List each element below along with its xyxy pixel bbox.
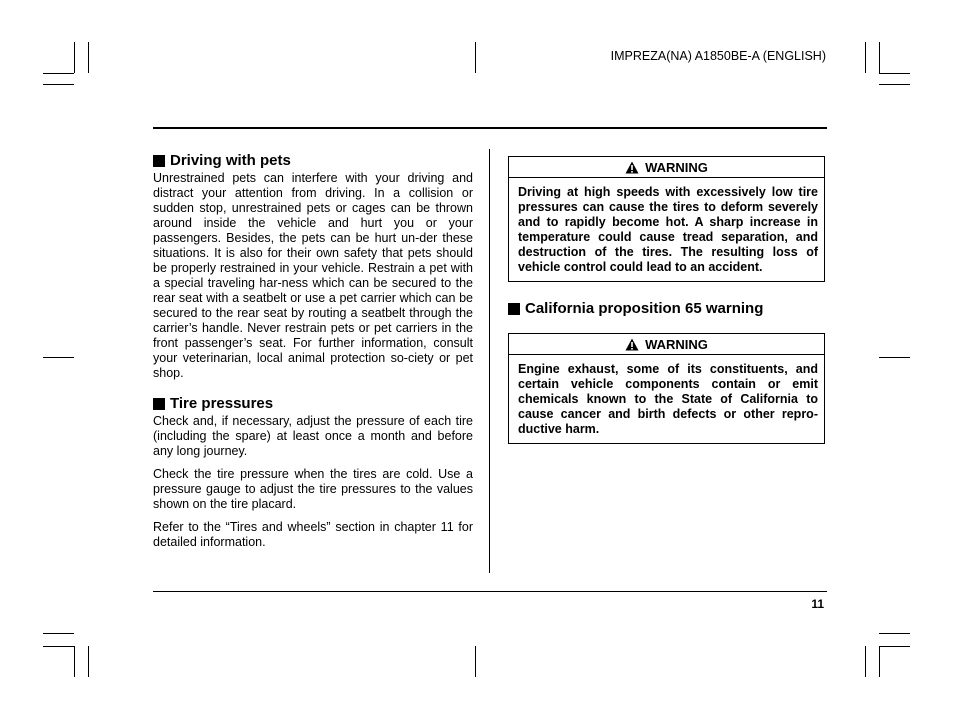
document-id: IMPREZA(NA) A1850BE-A (ENGLISH) <box>610 49 826 63</box>
section-heading-tires: Tire pressures <box>153 395 473 412</box>
warning-box-tire-pressure <box>508 156 825 282</box>
column-divider <box>489 149 490 573</box>
warning-text: Engine exhaust, some of its constituents, and certain vehicle components contain or emit chemicals known to the State of California to cause cancer and birth defects or other repro-ductive harm. <box>518 362 818 436</box>
left-column <box>153 152 473 550</box>
square-bullet-icon <box>153 155 165 167</box>
warning-text: Driving at high speeds with excessively low tire pressures can cause the tires to deform severely and to rapidly become hot. A sharp increase in temperature could cause tread separation, and destruction of the tires. The resulting loss of vehicle control could lead to an accident. <box>518 185 818 274</box>
page-number: 11 <box>811 597 824 611</box>
warning-triangle-icon <box>625 338 639 351</box>
tires-paragraph-2: Check the tire pressure when the tires are cold. Use a pressure gauge to adjust the tire pressures to the values shown on the tire placard. <box>153 467 473 511</box>
tires-paragraph-3: Refer to the “Tires and wheels” section in chapter 11 for detailed information. <box>153 520 473 549</box>
warning-triangle-icon <box>625 161 639 174</box>
warning-box-california <box>508 333 825 444</box>
right-column <box>508 156 825 444</box>
warning-header: WARNING <box>509 334 824 355</box>
tires-paragraph-1: Check and, if necessary, adjust the pressure of each tire (including the spare) at least once a month and before any long journey. <box>153 414 473 458</box>
pets-paragraph: Unrestrained pets can interfere with your driving and distract your attention from driving. In a collision or sudden stop, unrestrained pets or cages can be thrown around inside the vehicle and hurt you or your passengers. Besides, the pets can be hurt un-der these situations. It is also for their own safety that pets should be properly restrained in your vehicle. Restrain a pet with a special traveling har-ness which can be secured to the rear seat with a seatbelt or use a pet carrier which can be secured to the rear seat by routing a seatbelt through the carrier’s handle. Never restrain pets or pet carriers in the front passenger’s seat. For further information, consult your veterinarian, local animal protection so-ciety or pet shop. <box>153 171 473 380</box>
section-heading-pets: Driving with pets <box>153 152 473 169</box>
square-bullet-icon <box>153 398 165 410</box>
section-heading-california: California proposition 65 warning <box>508 300 825 317</box>
square-bullet-icon <box>508 303 520 315</box>
warning-header: WARNING <box>509 157 824 178</box>
bottom-rule <box>153 591 827 592</box>
top-rule <box>153 127 827 129</box>
